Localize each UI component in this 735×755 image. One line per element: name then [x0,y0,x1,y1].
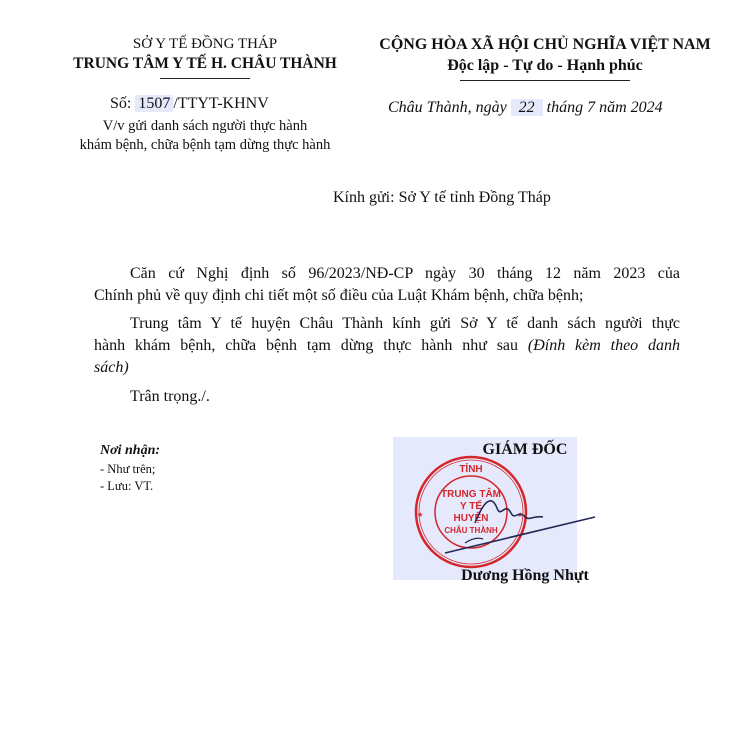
subject-line-1: V/v gửi danh sách người thực hành [102,118,308,134]
signer-name: Dương Hồng Nhựt [461,567,589,584]
org-underline [160,78,250,79]
attachment-note: (Đính kèm theo danh [527,337,681,354]
date-prefix: Châu Thành, ngày [388,99,507,116]
motto-underline [460,80,630,81]
stamp-top-text: TỈNH [459,464,483,475]
recipients-title: Nơi nhận: [100,443,161,458]
country-name: CỘNG HÒA XÃ HỘI CHỦ NGHĨA VIỆT NAM [379,36,711,53]
recipient-item: - Lưu: VT. [100,479,154,493]
number-value: 1507 [135,95,173,112]
stamp-line-3: HUYỆN [453,513,489,524]
org-parent: SỞ Y TẾ ĐỒNG THÁP [132,36,278,52]
date-suffix: tháng 7 năm 2024 [546,99,663,116]
org-name: TRUNG TÂM Y TẾ H. CHÂU THÀNH [73,55,337,72]
number-label: Số: [110,95,132,112]
body-paragraph-2-line-1: Trung tâm Y tế huyện Châu Thành kính gửi Sở Y tế danh sách người thực [130,315,680,332]
recipient-line: Kính gửi: Sở Y tế tỉnh Đồng Tháp [333,189,551,206]
number-suffix: /TTYT-KHNV [173,95,269,112]
stamp-star-left: ★ [417,512,424,519]
body-paragraph-2-line-2 [94,335,680,357]
stamp-line-1: TRUNG TÂM [441,489,501,500]
body-paragraph-1-line-1: Căn cứ Nghị định số 96/2023/NĐ-CP ngày 30 tháng 12 năm 2023 của [130,265,680,282]
motto: Độc lập - Tự do - Hạnh phúc [447,57,643,74]
closing: Trân trọng./. [130,388,210,405]
document-date [388,99,663,117]
body-paragraph-1-line-2: Chính phủ về quy định chi tiết một số điều của Luật Khám bệnh, chữa bệnh; [94,287,584,304]
body-paragraph-2-text: hành khám bệnh, chữa bệnh tạm dừng thực hành như sau [94,337,519,354]
recipient-item: - Như trên; [100,462,156,476]
stamp-seal [416,457,526,567]
stamp-star-right: ★ [517,512,524,519]
document-number [110,95,269,113]
date-day: 22 [511,99,543,116]
stamp-line-4: CHÂU THÀNH [444,526,498,535]
subject-line-2: khám bệnh, chữa bệnh tạm dừng thực hành [79,137,331,153]
signature-title: GIÁM ĐỐC [482,441,568,458]
attachment-note-end: sách) [94,359,129,376]
official-stamp [405,453,605,573]
stamp-line-2: Y TẾ [459,501,483,512]
